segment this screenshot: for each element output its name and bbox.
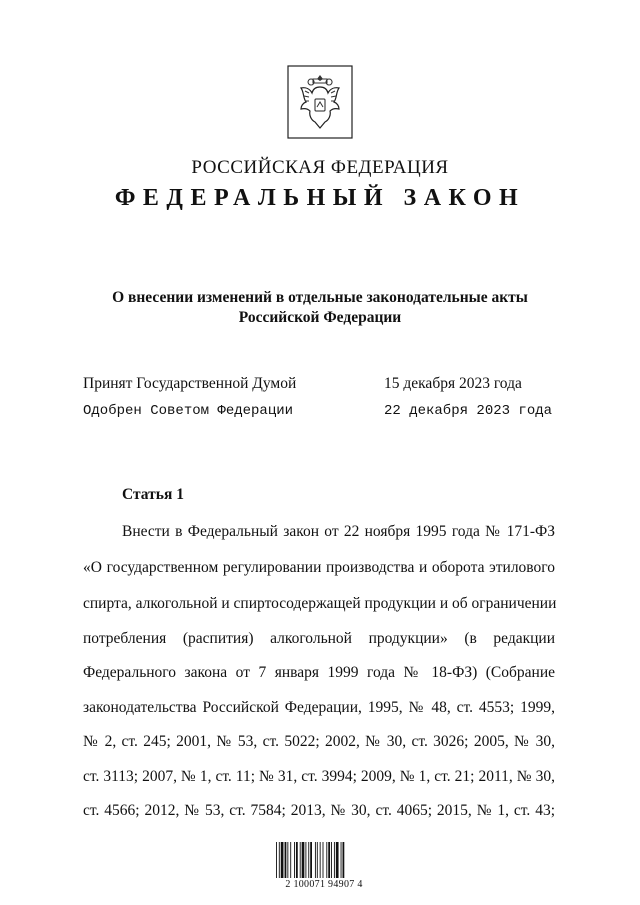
barcode-icon	[272, 840, 372, 880]
article-text-line: № 2, ст. 245; 2001, № 53, ст. 5022; 2002, № 30, ст. 3026; 2005, № 30,	[83, 733, 555, 750]
article-text-line: Внести в Федеральный закон от 22 ноября 1995 года № 171-ФЗ	[122, 523, 555, 540]
article-text-line: ст. 3113; 2007, № 1, ст. 11; № 31, ст. 3994; 2009, № 1, ст. 21; 2011, № 30,	[83, 768, 555, 785]
law-title-line: О внесении изменений в отдельные законодательные акты	[112, 289, 528, 306]
law-title-line: Российской Федерации	[238, 309, 402, 326]
article-text-line: «О государственном регулировании производства и оборота этилового	[83, 559, 555, 576]
adoption-date: 15 декабря 2023 года	[384, 375, 522, 392]
article-text-line: ст. 4566; 2012, № 53, ст. 7584; 2013, № 30, ст. 4065; 2015, № 1, ст. 43;	[83, 802, 555, 819]
coat-of-arms-icon	[287, 65, 353, 139]
article-heading: Статья 1	[122, 486, 184, 503]
article-text-line: спирта, алкогольной и спиртосодержащей продукции и об ограничении	[83, 595, 557, 612]
country-name: РОССИЙСКАЯ ФЕДЕРАЦИЯ	[191, 157, 449, 178]
adoption-date: 22 декабря 2023 года	[384, 403, 553, 419]
article-text-line: потребления (распития) алкогольной продукции» (в редакции	[83, 630, 555, 647]
barcode-number: 2 100071 94907 4	[285, 879, 363, 890]
document-type: ФЕДЕРАЛЬНЫЙ ЗАКОН	[114, 185, 526, 211]
adoption-label: Одобрен Советом Федерации	[83, 403, 294, 419]
adoption-label: Принят Государственной Думой	[83, 375, 297, 392]
article-text-line: Федерального закона от 7 января 1999 года № 18-ФЗ) (Собрание	[83, 664, 555, 681]
law-title	[0, 288, 640, 328]
article-text-line: законодательства Российской Федерации, 1995, № 48, ст. 4553; 1999,	[83, 699, 555, 716]
